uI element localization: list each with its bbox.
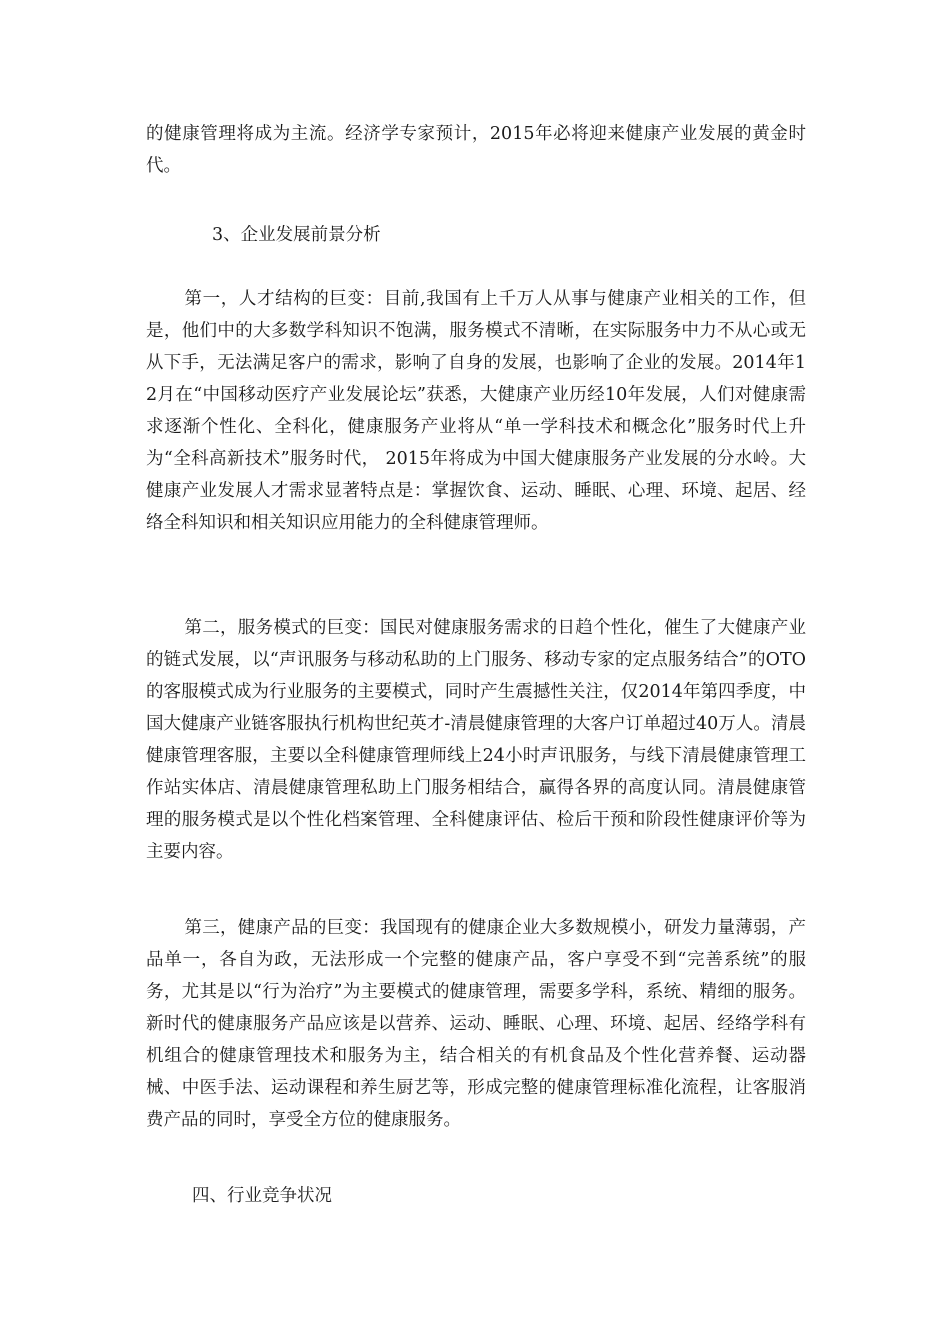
intro-paragraph: 的健康管理将成为主流。经济学专家预计，2015年必将迎来健康产业发展的黄金时代。 xyxy=(146,124,806,176)
paragraph-first-talent-structure: 第一，人才结构的巨变：目前,我国有上千万人从事与健康产业相关的工作，但是，他们中的大多数学科知识不饱满，服务模式不清晰，在实际服务中力不从心或无从下手，无法满足客户的需求，影响了自身的发展，也影响了企业的发展。2014年12月在“中国移动医疗产业发展论坛”获悉，大健康产业历经10年发展，人们对健康需求逐渐个性化、全科化，健康服务产业将从“单一学科技术和概念化”服务时代上升为“全科高新技术”服务时代， 2015年将成为中国大健康服务产业发展的分水岭。大健康产业发展人才需求显著特点是：掌握饮食、运动、睡眠、心理、环境、起居、经络全科知识和相关知识应用能力的全科健康管理师。 xyxy=(146,289,806,533)
section-4-heading: 四、行业竞争状况 xyxy=(192,1186,332,1206)
paragraph-third-health-products: 第三，健康产品的巨变：我国现有的健康企业大多数规模小，研发力量薄弱，产品单一，各自为政，无法形成一个完整的健康产品，客户享受不到“完善系统”的服务，尤其是以“行为治疗”为主要模式的健康管理，需要多学科，系统、精细的服务。新时代的健康服务产品应该是以营养、运动、睡眠、心理、环境、起居、经络学科有机组合的健康管理技术和服务为主，结合相关的有机食品及个性化营养餐、运动器械、中医手法、运动课程和养生厨艺等，形成完整的健康管理标准化流程，让客服消费产品的同时，享受全方位的健康服务。 xyxy=(146,918,806,1130)
paragraph-second-service-model: 第二，服务模式的巨变：国民对健康服务需求的日趋个性化，催生了大健康产业的链式发展，以“声讯服务与移动私助的上门服务、移动专家的定点服务结合”的OTO的客服模式成为行业服务的主要模式，同时产生震撼性关注，仅2014年第四季度，中国大健康产业链客服执行机构世纪英才-清晨健康管理的大客户订单超过40万人。清晨健康管理客服，主要以全科健康管理师线上24小时声讯服务，与线下清晨健康管理工作站实体店、清晨健康管理私助上门服务相结合，赢得各界的高度认同。清晨健康管理的服务模式是以个性化档案管理、全科健康评估、检后干预和阶段性健康评价等为主要内容。 xyxy=(146,618,806,862)
section-3-heading: 3、企业发展前景分析 xyxy=(212,225,381,245)
